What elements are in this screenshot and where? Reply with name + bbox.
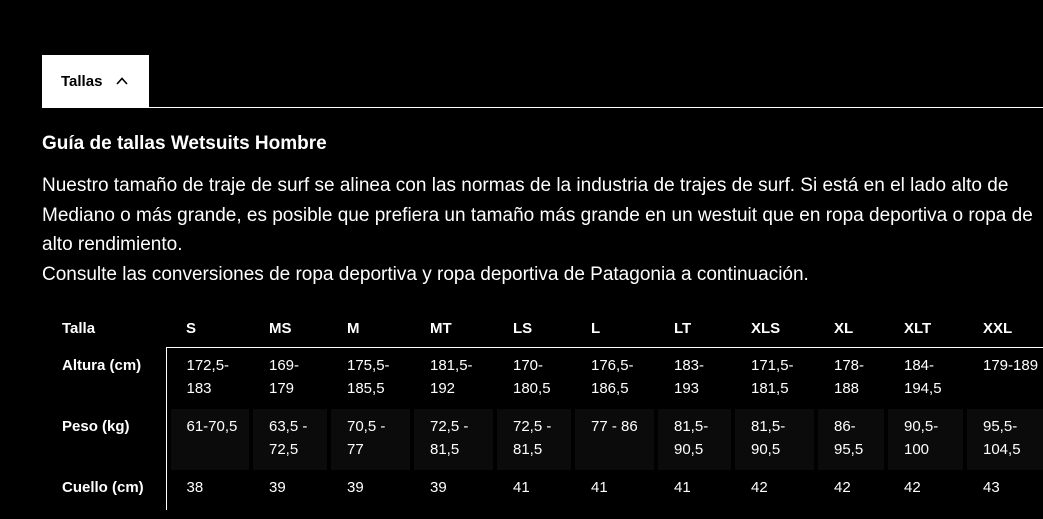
table-cell: 39: [430, 478, 447, 496]
table-cell: 170-180,5: [493, 348, 571, 409]
table-header-size: S: [186, 320, 197, 337]
size-guide-description: [42, 171, 1037, 289]
description-paragraph: Consulte las conversiones de ropa deportiva y ropa deportiva de Patagonia a continuación.: [42, 263, 809, 285]
row-label: Altura (cm): [42, 348, 166, 409]
row-label: Peso (kg): [42, 409, 166, 470]
table-cell: 41: [674, 478, 691, 496]
table-header-size: XXL: [983, 320, 1013, 337]
row-label: Cuello (cm): [42, 470, 166, 510]
table-header-size: M: [347, 320, 360, 337]
table-cell: 81,5-90,5: [731, 409, 814, 470]
table-cell: 178-188: [814, 348, 884, 409]
table-cell: 179-189: [963, 348, 1043, 409]
table-cell: 175,5-185,5: [327, 348, 410, 409]
table-cell: 38: [186, 478, 204, 496]
table-cell: 81,5-90,5: [654, 409, 731, 470]
tab-label: Tallas: [61, 72, 103, 90]
table-cell: 72,5 - 81,5: [410, 409, 493, 470]
table-row: [42, 470, 1043, 510]
table-cell: 183-193: [654, 348, 731, 409]
table-cell: 171,5-181,5: [731, 348, 814, 409]
description-paragraph: Nuestro tamaño de traje de surf se alinea con las normas de la industria de trajes de surf. Si está en el lado alto de Mediano o más grande, es posible que prefiera un tamaño más grande en un westuit que en ropa deportiva o ropa de alto rendimiento.: [42, 175, 1033, 255]
table-cell: 61-70,5: [166, 409, 249, 470]
size-table: [42, 310, 1043, 510]
table-header-row: [42, 310, 1043, 348]
table-row: [42, 348, 1043, 409]
table-cell: 41: [591, 478, 608, 496]
table-cell: 42: [834, 478, 851, 496]
table-header-size: XLT: [904, 320, 932, 337]
table-cell: 90,5-100: [884, 409, 963, 470]
table-cell: 184-194,5: [884, 348, 963, 409]
table-header-size: XL: [834, 320, 854, 337]
table-cell: 70,5 - 77: [327, 409, 410, 470]
table-cell: 169-179: [249, 348, 327, 409]
table-cell: 95,5-104,5: [963, 409, 1043, 470]
table-header-size: XLS: [751, 320, 781, 337]
table-header-size: LS: [513, 320, 533, 337]
chevron-up-icon: [115, 74, 129, 88]
table-cell: 39: [269, 478, 286, 496]
table-row: [42, 409, 1043, 470]
table-cell: 77 - 86: [571, 409, 654, 470]
table-cell: 42: [904, 478, 921, 496]
table-header-size: L: [591, 320, 601, 337]
table-cell: 176,5-186,5: [571, 348, 654, 409]
table-cell: 86-95,5: [814, 409, 884, 470]
table-cell: 172,5-183: [166, 348, 249, 409]
tab-tallas[interactable]: [42, 55, 149, 107]
tab-bar: [42, 55, 1043, 108]
table-cell: 42: [751, 478, 768, 496]
table-header-size: LT: [674, 320, 692, 337]
table-cell: 41: [513, 478, 530, 496]
table-cell: 63,5 - 72,5: [249, 409, 327, 470]
table-header-talla: Talla: [62, 320, 96, 338]
table-header-size: MT: [430, 320, 452, 337]
table-cell: 72,5 - 81,5: [493, 409, 571, 470]
size-guide-title: Guía de tallas Wetsuits Hombre: [42, 133, 327, 154]
table-cell: 39: [347, 478, 364, 496]
table-cell: 181,5-192: [410, 348, 493, 409]
table-cell: 43: [983, 478, 1000, 496]
table-header-size: MS: [269, 320, 292, 337]
